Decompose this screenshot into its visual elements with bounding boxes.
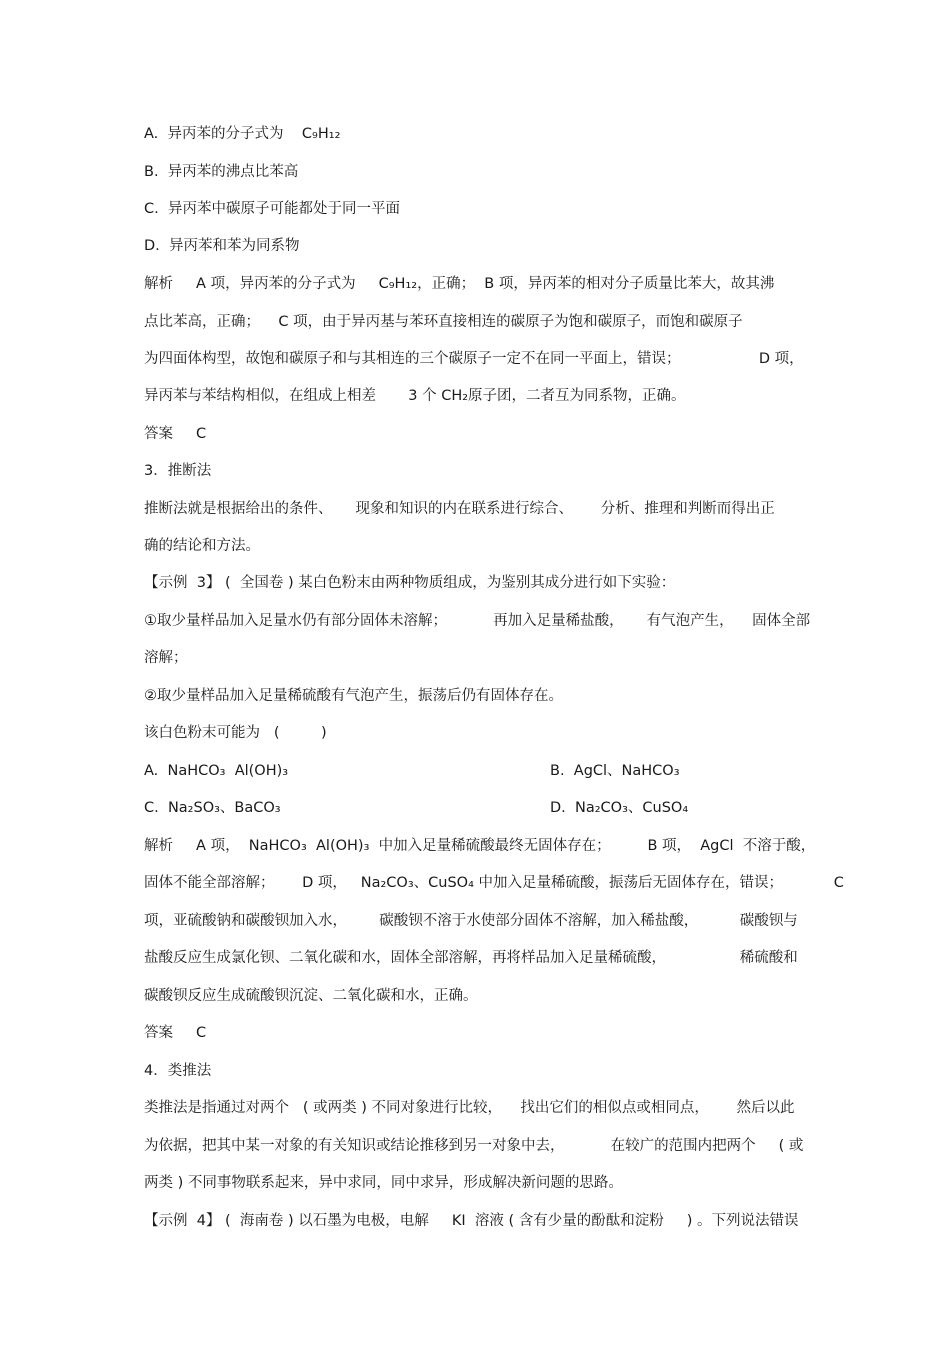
paragraph-line: 两类 ) 不同事物联系起来，异中求同，同中求异，形成解决新问题的思路。 (144, 1175, 623, 1191)
example-4-line: 【示例 4】 ( 海南卷 ) 以石墨为电极，电解 KI 溶液 ( 含有少量的酚酞和淀粉 ) 。下列说法错误 (144, 1213, 799, 1229)
question-line: 该白色粉末可能为 ( ) (144, 725, 327, 741)
option-c-line: C. Na₂SO₃、BaCO₃ (144, 800, 281, 816)
option-a-line: A. NaHCO₃ Al(OH)₃ (144, 763, 289, 779)
option-c-line: C. 异丙苯中碳原子可能都处于同一平面 (144, 201, 400, 217)
paragraph-line: 类推法是指通过对两个 ( 或两类 ) 不同对象进行比较， 找出它们的相似点或相同点， 然后以此 (144, 1100, 795, 1116)
analysis-line-3: 为四面体构型，故饱和碳原子和与其相连的三个碳原子一定不在同一平面上，错误； D 项， (144, 351, 804, 367)
paragraph-line: 为依据，把其中某一对象的有关知识或结论推移到另一对象中去， 在较广的范围内把两个 ( 或 (144, 1138, 804, 1154)
example-3-line: 【示例 3】 ( 全国卷 ) 某白色粉末由两种物质组成，为鉴别其成分进行如下实验： (144, 575, 676, 591)
analysis-line-1: 解析 A 项， NaHCO₃ Al(OH)₃ 中加入足量稀硫酸最终无固体存在； B 项， AgCl 不溶于酸， (144, 838, 816, 854)
analysis-line-2: 点比苯高，正确； C 项，由于异丙基与苯环直接相连的碳原子为饱和碳原子，而饱和碳原子 (144, 314, 743, 330)
paragraph-line: 确的结论和方法。 (144, 538, 260, 554)
option-b-line: B. AgCl、NaHCO₃ (550, 763, 680, 779)
section-heading-4: 4．类推法 (144, 1063, 212, 1079)
section-heading-3: 3．推断法 (144, 463, 212, 479)
paragraph-line: 推断法就是根据给出的条件、 现象和知识的内在联系进行综合、 分析、推理和判断而得出正 (144, 501, 775, 517)
option-d-line: D. Na₂CO₃、CuSO₄ (550, 800, 689, 816)
analysis-line-1: 解析 A 项，异丙苯的分子式为 C₉H₁₂，正确； B 项，异丙苯的相对分子质量比苯大，故其沸 (144, 276, 775, 292)
answer-line-1: 答案 C (144, 426, 207, 442)
option-a-line: A. 异丙苯的分子式为 C₉H₁₂ (144, 126, 341, 142)
analysis-line-4: 盐酸反应生成氯化钡、二氧化碳和水，固体全部溶解，再将样品加入足量稀硫酸， 稀硫酸和 (144, 950, 798, 966)
analysis-line-3: 项，亚硫酸钠和碳酸钡加入水， 碳酸钡不溶于水使部分固体不溶解，加入稀盐酸， 碳酸钡与 (144, 913, 798, 929)
option-b-line: B. 异丙苯的沸点比苯高 (144, 164, 299, 180)
experiment-2-line: ②取少量样品加入足量稀硫酸有气泡产生，振荡后仍有固体存在。 (144, 688, 563, 704)
experiment-1-line: ①取少量样品加入足量水仍有部分固体未溶解； 再加入足量稀盐酸， 有气泡产生， 固体全部 (144, 613, 811, 629)
option-d-line: D. 异丙苯和苯为同系物 (144, 238, 300, 254)
answer-line-2: 答案 C (144, 1025, 207, 1041)
analysis-line-2: 固体不能全部溶解； D 项， Na₂CO₃、CuSO₄ 中加入足量稀硫酸，振荡后无固体存在，错误； C (144, 875, 844, 891)
experiment-1-line-cont: 溶解； (144, 650, 188, 666)
analysis-line-5: 碳酸钡反应生成硫酸钡沉淀、二氧化碳和水，正确。 (144, 988, 478, 1004)
analysis-line-4: 异丙苯与苯结构相似，在组成上相差 3 个 CH₂原子团，二者互为同系物，正确。 (144, 388, 686, 404)
